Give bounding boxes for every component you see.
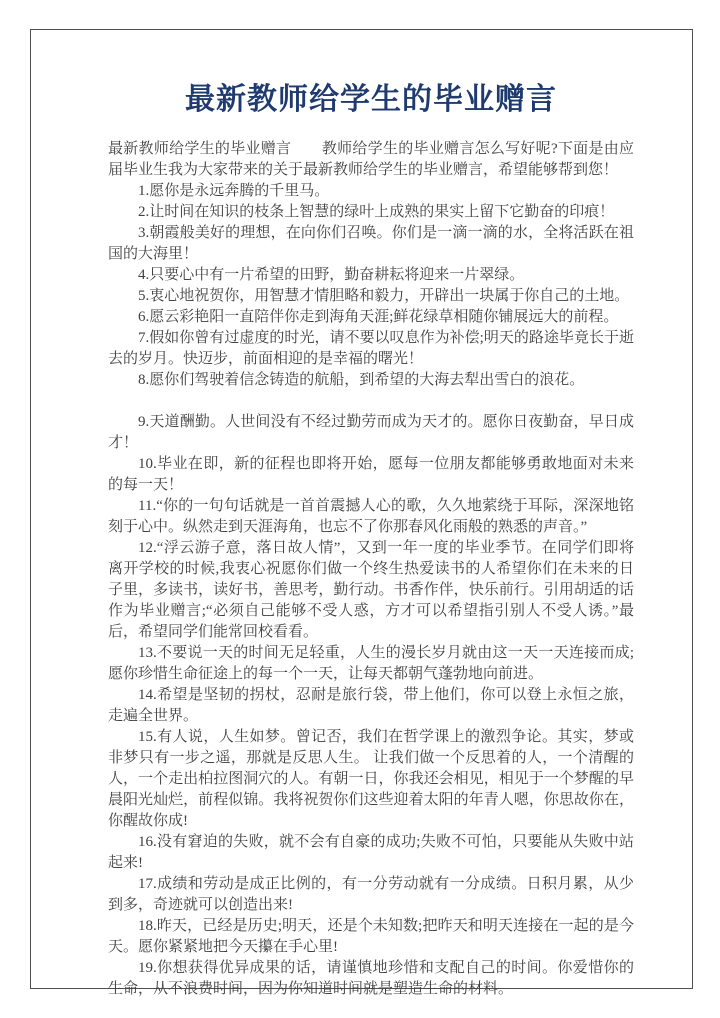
list-item-14: 14.希望是坚韧的拐杖，忍耐是旅行袋，带上他们，你可以登上永恒之旅，走遍全世界。 [108, 687, 634, 724]
list-item-18: 18.昨天，已经是历史;明天，还是个未知数;把昨天和明天连接在一起的是今天。愿你紧紧地把今天攥在手心里! [108, 918, 634, 955]
list-item-6: 6.愿云彩艳阳一直陪伴你走到海角天涯;鲜花绿草相随你铺展远大的前程。 [138, 309, 619, 325]
blank-line [108, 391, 634, 412]
list-item-12: 12.“浮云游子意，落日故人情”，又到一年一度的毕业季节。在同学们即将离开学校的时候,我衷心祝愿你们做一个终生热爱读书的人希望你们在未来的日子里，多读书，读好书，善思考，勤行动。书香作伴，快乐前行。引用胡适的话作为毕业赠言;“必须自己能够不受人惑，方才可以希望指引别人不受人诱。”最后，希望同学们能常回校看看。 [108, 540, 634, 640]
document-body [108, 139, 634, 1000]
list-item-2: 2.让时间在知识的枝条上智慧的绿叶上成熟的果实上留下它勤奋的印痕！ [138, 204, 615, 220]
list-item-8: 8.愿你们驾驶着信念铸造的航船，到希望的大海去犁出雪白的浪花。 [138, 372, 585, 388]
list-item-7: 7.假如你曾有过虚度的时光，请不要以叹息作为补偿;明天的路途毕竟长于逝去的岁月。快迈步，前面相迎的是幸福的曙光！ [108, 330, 634, 367]
page-title: 最新教师给学生的毕业赠言 [185, 83, 557, 116]
list-item-16: 16.没有窘迫的失败，就不会有自豪的成功;失败不可怕，只要能从失败中站起来! [108, 834, 634, 871]
intro-paragraph: 最新教师给学生的毕业赠言 教师给学生的毕业赠言怎么写好呢?下面是由应届毕业生我为大家带来的关于最新教师给学生的毕业赠言，希望能够帮到您！ [108, 141, 634, 178]
list-item-1: 1.愿你是永远奔腾的千里马。 [138, 183, 330, 199]
list-item-17: 17.成绩和劳动是成正比例的，有一分劳动就有一分成绩。日积月累，从少到多，奇迹就可以创造出来! [108, 876, 634, 913]
list-item-19: 19.你想获得优异成果的话，请谨慎地珍惜和支配自己的时间。你爱惜你的生命，从不浪费时间，因为你知道时间就是塑造生命的材料。 [108, 960, 634, 997]
list-item-10: 10.毕业在即，新的征程也即将开始，愿每一位朋友都能够勇敢地面对未来的每一天！ [108, 456, 634, 493]
list-item-9: 9.天道酬勤。人世间没有不经过勤劳而成为天才的。愿你日夜勤奋，早日成才！ [108, 414, 634, 451]
list-item-3: 3.朝霞般美好的理想，在向你们召唤。你们是一滴一滴的水，全将活跃在祖国的大海里！ [108, 225, 634, 262]
page-content [108, 78, 634, 1000]
list-item-11: 11.“你的一句句话就是一首首震撼人心的歌，久久地萦绕于耳际，深深地铭刻于心中。纵然走到天涯海角，也忘不了你那春风化雨般的熟悉的声音。” [108, 498, 634, 535]
list-item-5: 5.衷心地祝贺你，用智慧才情胆略和毅力，开辟出一块属于你自己的土地。 [138, 288, 630, 304]
list-item-4: 4.只要心中有一片希望的田野，勤奋耕耘将迎来一片翠绿。 [138, 267, 525, 283]
list-item-15: 15.有人说，人生如梦。曾记否，我们在哲学课上的激烈争论。其实，梦或非梦只有一步之遥，那就是反思人生。 让我们做一个反思着的人，一个清醒的人，一个走出柏拉图洞穴的人。有朝一日，你我还会相见，相见于一个梦醒的早晨阳光灿烂，前程似锦。我将祝贺你们这些迎着太阳的年青人嗯，你思故你在，你醒故你成! [108, 729, 634, 829]
list-item-13: 13.不要说一天的时间无足轻重，人生的漫长岁月就由这一天一天连接而成;愿你珍惜生命征途上的每一个一天，让每天都朝气蓬勃地向前进。 [108, 645, 634, 682]
